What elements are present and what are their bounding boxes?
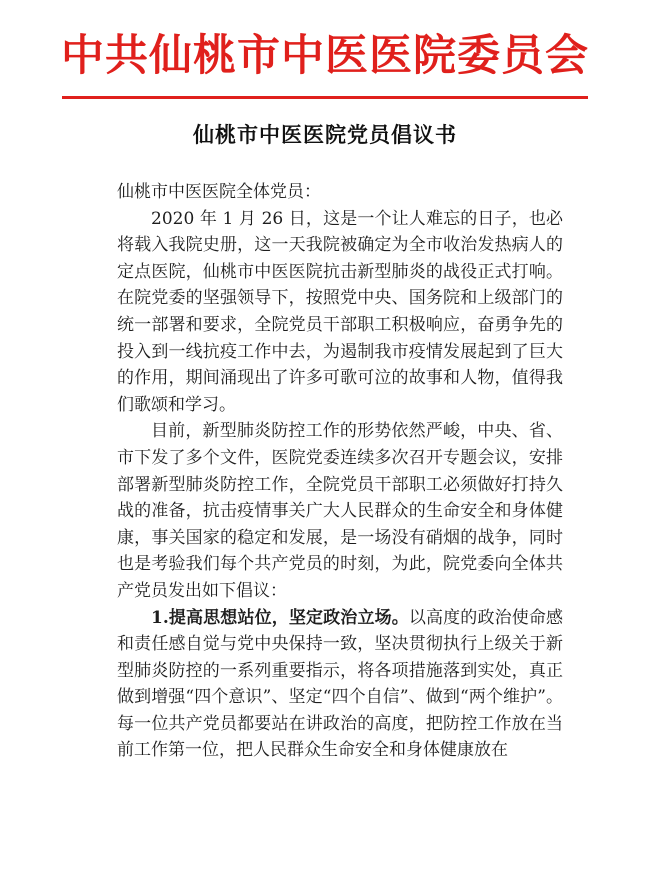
letterhead: 中共仙桃市中医医院委员会 bbox=[61, 31, 589, 81]
paragraph-1: 2020 年 1 月 26 日，这是一个让人难忘的日子，也必将载入我院史册，这一天我院被确定为全市收治发热病人的定点医院，仙桃市中医医院抗击新型肺炎的战役正式打响。在院党委的坚强领导下，按照党中央、国务院和上级部门的统一部署和要求，全院党员干部职工积极响应，奋勇争先的投入到一线抗疫工作中去，为遏制我市疫情发展起到了巨大的作用，期间涌现出了许多可歌可泣的故事和人物，值得我们歌颂和学习。 bbox=[117, 208, 563, 415]
proposal-item-1-heading: 1.提高思想站位，坚定政治立场。 bbox=[151, 607, 409, 628]
proposal-item-1 bbox=[117, 605, 563, 765]
document-title: 仙桃市中医医院党员倡议书 bbox=[193, 123, 457, 147]
paragraph-2: 目前，新型肺炎防控工作的形势依然严峻，中央、省、市下发了多个文件，医院党委连续多次召开专题会议，安排部署新型肺炎防控工作，全院党员干部职工必须做好打持久战的准备，抗击疫情事关广大人民群众的生命安全和身体健康，事关国家的稳定和发展，是一场没有硝烟的战争，同时也是考验我们每个共产党员的时刻，为此，院党委向全体共产党员发出如下倡议： bbox=[117, 421, 563, 601]
red-divider-line bbox=[62, 96, 588, 99]
salutation: 仙桃市中医医院全体党员： bbox=[117, 182, 321, 202]
document-body bbox=[117, 179, 563, 764]
proposal-item-1-text: 以高度的政治使命感和责任感自觉与党中央保持一致，坚决贯彻执行上级关于新型肺炎防控的一系列重要指示，将各项措施落到实处，真正做到增强“四个意识”、坚定“四个自信”、做到“两个维护”。每一位共产党员都要站在讲政治的高度，把防控工作放在当前工作第一位，把人民群众生命安全和身体健康放在 bbox=[117, 607, 564, 761]
